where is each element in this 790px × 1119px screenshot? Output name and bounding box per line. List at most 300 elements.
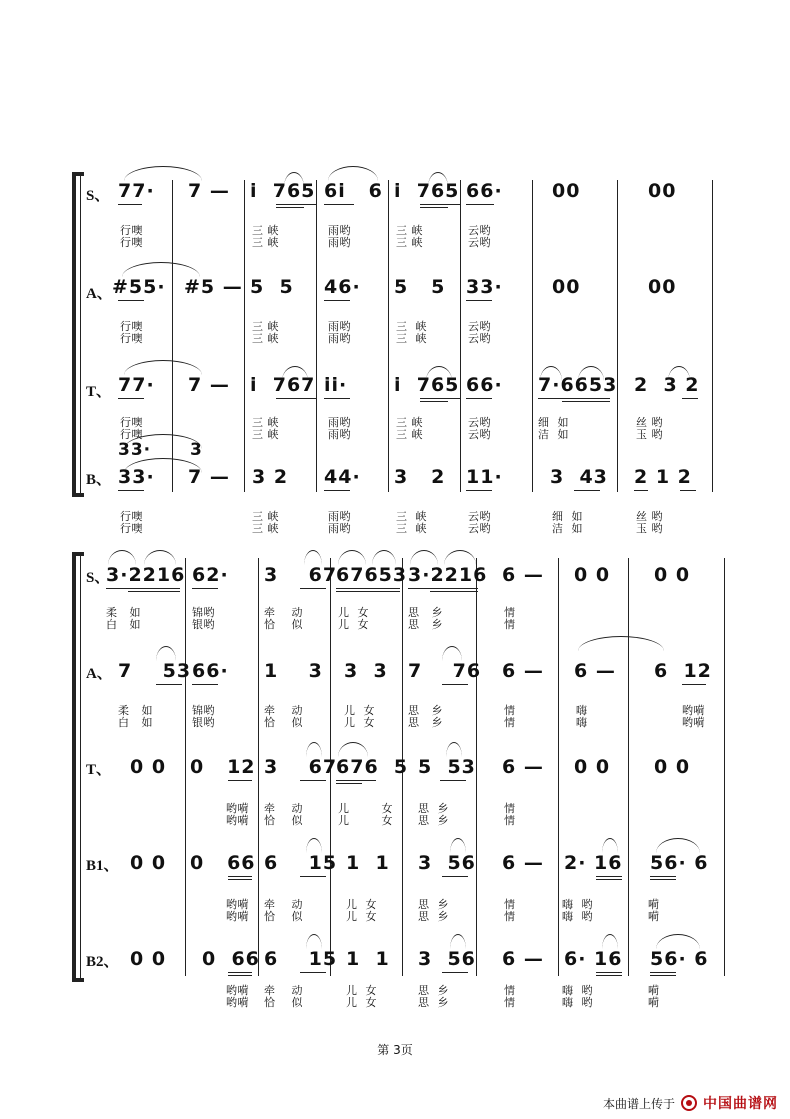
note-group: 0 0	[654, 756, 691, 778]
slur	[144, 550, 176, 565]
note-group: 6 —	[574, 660, 616, 682]
note-group: 676 5	[336, 756, 409, 778]
lyric-verse-1: 雨哟	[328, 416, 351, 429]
lyric-verse-1: 情	[504, 984, 516, 997]
slur	[282, 366, 308, 381]
note-group: 7 53	[118, 660, 192, 682]
lyric-verse-1: 思 乡	[408, 704, 443, 717]
beam	[420, 204, 460, 205]
beam	[682, 398, 698, 399]
note-group: 6 15	[264, 948, 338, 970]
lyric-verse-1: 丝 哟	[636, 510, 663, 523]
lyric-verse-2: 恰 似	[264, 618, 303, 631]
score-system-2	[72, 552, 722, 1009]
slur	[444, 550, 476, 565]
beam	[300, 780, 326, 781]
beam	[430, 591, 478, 592]
note-group: 62·	[192, 564, 229, 586]
note-group: 77·	[118, 374, 155, 396]
lyric-verse-1: 三 峡	[252, 224, 279, 237]
lyric-verse-1: 情	[504, 704, 516, 717]
part-alto	[72, 270, 722, 350]
beam	[442, 876, 468, 877]
lyric-verse-2: 情	[504, 996, 516, 1009]
lyric-verse-2: 云哟	[468, 522, 491, 535]
lyric-verse-2: 雨哟	[328, 522, 351, 535]
lyric-verse-2: 云哟	[468, 332, 491, 345]
beam	[106, 588, 180, 589]
beam	[228, 972, 252, 973]
part-label: B、	[86, 472, 112, 488]
lyric-verse-1: 细 如	[552, 510, 583, 523]
lyric-verse-1: 情	[504, 802, 516, 815]
part-bass	[72, 440, 722, 535]
part-label: A、	[86, 286, 112, 302]
note-group: i 767	[250, 374, 316, 396]
lyric-verse-2: 三 峡	[252, 522, 279, 535]
lyric-verse-1: 云哟	[468, 416, 491, 429]
part-alto	[72, 656, 722, 736]
beam	[324, 300, 350, 301]
lyric-verse-1: 三 峡	[252, 510, 279, 523]
slur	[428, 172, 448, 187]
note-group: 1 1	[346, 852, 390, 874]
slur	[450, 838, 466, 853]
slur	[306, 934, 322, 949]
lyric-verse-1: 哟嗬	[226, 898, 249, 911]
slur	[306, 838, 322, 853]
lyric-verse-2: 嗬	[648, 996, 660, 1009]
note-group: 6i 6	[324, 180, 383, 202]
lyric-verse-2: 云哟	[468, 236, 491, 249]
lyric-verse-1: 雨哟	[328, 224, 351, 237]
lyric-verse-1: 柔 如	[106, 606, 141, 619]
lyric-verse-1: 牵 动	[264, 704, 303, 717]
lyric-verse-2: 行噢	[120, 332, 143, 345]
site-name[interactable]: 中国曲谱网	[703, 1096, 778, 1112]
beam	[300, 972, 326, 973]
note-group: 66·	[192, 660, 229, 682]
lyric-verse-1: 儿 女	[344, 704, 375, 717]
lyric-verse-1: 哟嗬	[226, 984, 249, 997]
slur	[540, 366, 562, 381]
part-soprano	[72, 560, 722, 640]
lyric-verse-2: 情	[504, 910, 516, 923]
part-label: T、	[86, 384, 112, 400]
slur	[426, 366, 452, 381]
note-group: 0 0	[130, 756, 167, 778]
beam	[336, 591, 400, 592]
note-group: 6 —	[502, 564, 544, 586]
note-group: ii·	[324, 374, 348, 396]
lyric-verse-1: 行噢	[120, 416, 143, 429]
beam	[228, 876, 252, 877]
note-group: 6 —	[502, 948, 544, 970]
beam	[324, 398, 350, 399]
beam	[118, 398, 144, 399]
lyric-verse-2: 儿 女	[338, 618, 369, 631]
lyric-verse-2: 儿 女	[338, 814, 393, 827]
beam	[276, 207, 304, 208]
slur	[602, 934, 618, 949]
lyric-verse-1: 云哟	[468, 224, 491, 237]
note-group: 6 12	[654, 660, 712, 682]
note-group: 3 67	[264, 756, 338, 778]
lyric-verse-1: 儿 女	[346, 984, 377, 997]
note-group: 33·	[118, 466, 155, 488]
beam	[300, 588, 326, 589]
lyric-verse-1: 行噢	[120, 510, 143, 523]
beam	[466, 398, 492, 399]
note-group: i 765	[394, 180, 460, 202]
slur	[304, 550, 322, 565]
note-group: 7 —	[188, 466, 230, 488]
beam	[442, 684, 468, 685]
lyric-verse-1: 嗨	[576, 704, 588, 717]
lyric-verse-1: 思 乡	[418, 802, 449, 815]
lyric-verse-1: 哟嗬	[682, 704, 705, 717]
note-group: 3·2216	[106, 564, 186, 586]
slur	[446, 742, 462, 757]
lyric-verse-2: 情	[504, 814, 516, 827]
lyric-verse-1: 雨哟	[328, 510, 351, 523]
beam	[420, 398, 460, 399]
note-group: i 765	[250, 180, 316, 202]
note-group: 77·	[118, 180, 155, 202]
barline	[724, 558, 725, 976]
note-group: #55·	[112, 276, 166, 298]
slur	[124, 360, 202, 375]
beam	[228, 780, 252, 781]
note-group: 67653	[336, 564, 408, 586]
beam	[228, 879, 252, 880]
note-group: 00	[648, 180, 677, 202]
note-group: 6· 16	[564, 948, 623, 970]
lyric-verse-1: 情	[504, 606, 516, 619]
beam	[650, 879, 676, 880]
beam	[408, 588, 478, 589]
lyric-verse-2: 白 如	[106, 618, 141, 631]
note-group: 3 56	[418, 948, 476, 970]
beam	[300, 876, 326, 877]
note-group: 3 67	[264, 564, 338, 586]
lyric-verse-2: 哟嗬	[682, 716, 705, 729]
lyric-verse-2: 三 峡	[396, 236, 423, 249]
beam	[596, 879, 622, 880]
lyric-verse-2: 雨哟	[328, 332, 351, 345]
note-group: 3 2	[394, 466, 446, 488]
beam	[634, 490, 648, 491]
lyric-verse-1: 儿 女	[346, 898, 377, 911]
slur	[338, 550, 366, 565]
lyric-verse-2: 儿 女	[346, 910, 377, 923]
lyric-verse-2: 行噢	[120, 428, 143, 441]
note-group: 3 43	[550, 466, 608, 488]
lyric-verse-1: 丝 哟	[636, 416, 663, 429]
beam	[440, 780, 466, 781]
lyric-verse-2: 三 峡	[396, 522, 427, 535]
note-group: 6 —	[502, 852, 544, 874]
note-group: 5 5	[394, 276, 446, 298]
lyric-verse-2: 三 峡	[252, 428, 279, 441]
part-label: B1、	[86, 858, 119, 874]
slur	[410, 550, 438, 565]
note-group: 56· 6	[650, 852, 709, 874]
beam	[336, 783, 362, 784]
slur	[578, 366, 604, 381]
beam	[336, 780, 376, 781]
lyric-verse-1: 三 峡	[252, 416, 279, 429]
note-group: 7 —	[188, 374, 230, 396]
lyric-verse-1: 思 乡	[418, 898, 449, 911]
lyric-verse-2: 思 乡	[418, 814, 449, 827]
note-group: 3·2216	[408, 564, 488, 586]
lyric-verse-2: 雨哟	[328, 428, 351, 441]
part-soprano	[72, 172, 722, 252]
lyric-verse-1: 嗨 哟	[562, 984, 593, 997]
beam	[192, 588, 218, 589]
lyric-verse-2: 白 如	[118, 716, 153, 729]
part-label: A、	[86, 666, 112, 682]
note-group: 0 0	[130, 948, 167, 970]
lyric-verse-2: 三 峡	[252, 332, 279, 345]
note-group: 1 3	[264, 660, 323, 682]
note-group: 3 2	[252, 466, 289, 488]
lyric-verse-2: 嗨 哟	[562, 996, 593, 1009]
beam	[650, 975, 676, 976]
lyric-verse-1: 牵 动	[264, 802, 303, 815]
lyric-verse-1: 嗬	[648, 898, 660, 911]
note-group: i 765	[394, 374, 460, 396]
lyric-verse-2: 嗨 哟	[562, 910, 593, 923]
slur	[306, 742, 322, 757]
note-group: 6 —	[502, 660, 544, 682]
lyric-verse-2: 儿 女	[344, 716, 375, 729]
lyric-verse-2: 情	[504, 716, 516, 729]
lyric-verse-1: 牵 动	[264, 606, 303, 619]
lyric-verse-2: 三 峡	[396, 428, 423, 441]
lyric-verse-2: 三 峡	[252, 236, 279, 249]
lyric-verse-1: 锦哟	[192, 704, 215, 717]
note-group: 7 76	[408, 660, 482, 682]
lyric-verse-2: 恰 似	[264, 716, 303, 729]
note-group: 66·	[466, 374, 503, 396]
lyric-verse-2: 嗨	[576, 716, 588, 729]
beam	[192, 684, 218, 685]
note-group: 6 15	[264, 852, 338, 874]
lyric-verse-1: 牵 动	[264, 898, 303, 911]
lyric-verse-2: 玉 哟	[636, 428, 663, 441]
beam	[650, 972, 676, 973]
note-group: 5 5	[250, 276, 294, 298]
lyric-verse-1: 锦哟	[192, 606, 215, 619]
note-group: 00	[552, 180, 581, 202]
lyric-verse-1: 雨哟	[328, 320, 351, 333]
beam	[442, 972, 468, 973]
slur	[338, 742, 368, 757]
beam	[118, 300, 144, 301]
lyric-verse-2: 哟嗬	[226, 996, 249, 1009]
lyric-verse-1: 云哟	[468, 320, 491, 333]
note-group: 11·	[466, 466, 503, 488]
slur	[108, 550, 136, 565]
lyric-verse-2: 思 乡	[408, 618, 443, 631]
lyric-verse-2: 云哟	[468, 428, 491, 441]
note-group: 2· 16	[564, 852, 623, 874]
part-label: B2、	[86, 954, 119, 970]
beam	[538, 398, 610, 399]
lyric-verse-2: 三 峡	[396, 332, 427, 345]
lyric-verse-1: 牵 动	[264, 984, 303, 997]
lyric-verse-1: 行噢	[120, 224, 143, 237]
beam	[682, 684, 706, 685]
note-group: 56· 6	[650, 948, 709, 970]
beam	[228, 975, 252, 976]
slur	[124, 458, 202, 473]
score-system-1	[72, 172, 722, 535]
beam	[324, 204, 354, 205]
beam	[336, 588, 400, 589]
page-number: 第 3页	[377, 1043, 413, 1057]
note-group: 6 —	[502, 756, 544, 778]
lyric-verse-2: 行噢	[120, 236, 143, 249]
lyric-verse-2: 玉 哟	[636, 522, 663, 535]
lyric-verse-2: 银哟	[192, 716, 215, 729]
source-credit	[603, 1093, 778, 1113]
note-group: 3 3	[344, 660, 388, 682]
beam	[596, 972, 622, 973]
beam	[574, 490, 600, 491]
slur	[442, 646, 462, 661]
slur	[668, 366, 690, 381]
site-logo-icon	[681, 1095, 697, 1111]
part-bass-1	[72, 848, 722, 928]
lyric-verse-2: 雨哟	[328, 236, 351, 249]
slur	[156, 646, 176, 661]
note-group: 0 66	[202, 948, 260, 970]
note-group: 7·6653	[538, 374, 618, 396]
beam	[324, 490, 350, 491]
note-group: 00	[648, 276, 677, 298]
beam	[596, 876, 622, 877]
note-group: 33·	[466, 276, 503, 298]
note-group: 7 —	[188, 180, 230, 202]
beam	[420, 401, 448, 402]
beam	[596, 975, 622, 976]
lyric-verse-2: 银哟	[192, 618, 215, 631]
note-group: 0 0	[574, 756, 611, 778]
lyric-verse-1: 三 峡	[396, 416, 423, 429]
slur	[124, 166, 202, 181]
lyric-verse-1: 思 乡	[418, 984, 449, 997]
note-group: 1 1	[346, 948, 390, 970]
slur	[122, 262, 200, 277]
lyric-verse-2: 哟嗬	[226, 910, 249, 923]
lyric-verse-1: 哟嗬	[226, 802, 249, 815]
lyric-verse-2: 儿 女	[346, 996, 377, 1009]
lyric-verse-2: 情	[504, 618, 516, 631]
slur	[450, 934, 466, 949]
lyric-verse-1: 儿 女	[338, 606, 369, 619]
note-group: 0 0	[574, 564, 611, 586]
lyric-verse-2: 洁 如	[538, 428, 569, 441]
part-tenor	[72, 752, 722, 832]
lyric-verse-2: 思 乡	[418, 996, 449, 1009]
lyric-verse-1: 嗬	[648, 984, 660, 997]
slur	[284, 172, 304, 187]
lyric-verse-1: 嗨 哟	[562, 898, 593, 911]
lyric-verse-1: 柔 如	[118, 704, 153, 717]
beam	[466, 490, 492, 491]
lyric-verse-2: 恰 似	[264, 996, 303, 1009]
note-group: 2 1 2	[634, 466, 692, 488]
note-group: 0 0	[130, 852, 167, 874]
lyric-verse-1: 儿 女	[338, 802, 393, 815]
beam	[680, 490, 696, 491]
note-group: 2 3 2	[634, 374, 700, 396]
beam	[420, 207, 448, 208]
beam	[276, 398, 316, 399]
beam	[466, 300, 492, 301]
note-group: 44·	[324, 466, 361, 488]
beam	[156, 684, 182, 685]
slur	[656, 934, 700, 949]
lyric-verse-1: 三 峡	[396, 224, 423, 237]
note-group: 3 56	[418, 852, 476, 874]
note-group-upper: 33·	[118, 440, 152, 460]
beam	[650, 876, 676, 877]
lyric-verse-2: 思 乡	[408, 716, 443, 729]
note-group: 46·	[324, 276, 361, 298]
part-label: T、	[86, 762, 112, 778]
lyric-verse-2: 思 乡	[418, 910, 449, 923]
part-label: S、	[86, 188, 110, 204]
slur	[602, 838, 618, 853]
part-bass-2	[72, 944, 722, 1024]
note-group: 5 53	[418, 756, 476, 778]
beam	[128, 591, 180, 592]
note-group: 0 12	[190, 756, 256, 778]
note-group: 0 66	[190, 852, 256, 874]
credit-text: 本曲谱上传于	[602, 1096, 675, 1111]
slur	[328, 166, 378, 181]
beam	[466, 204, 494, 205]
beam	[118, 490, 144, 491]
lyric-verse-2: 行噢	[120, 522, 143, 535]
lyric-verse-2: 恰 似	[264, 910, 303, 923]
note-group: 00	[552, 276, 581, 298]
beam	[118, 204, 142, 205]
beam	[276, 204, 316, 205]
note-group: 0 0	[654, 564, 691, 586]
lyric-verse-2: 嗬	[648, 910, 660, 923]
lyric-verse-1: 三 峡	[252, 320, 279, 333]
part-label: S、	[86, 570, 110, 586]
lyric-verse-1: 思 乡	[408, 606, 443, 619]
lyric-verse-2: 恰 似	[264, 814, 303, 827]
slur	[656, 838, 700, 853]
lyric-verse-1: 行噢	[120, 320, 143, 333]
lyric-verse-1: 情	[504, 898, 516, 911]
lyric-verse-2: 洁 如	[552, 522, 583, 535]
note-group-upper: 3	[190, 440, 203, 460]
slur	[372, 550, 396, 565]
lyric-verse-1: 三 峡	[396, 510, 427, 523]
beam	[562, 401, 610, 402]
note-group: 66·	[466, 180, 503, 202]
note-group: #5 —	[184, 276, 243, 298]
lyric-verse-2: 哟嗬	[226, 814, 249, 827]
